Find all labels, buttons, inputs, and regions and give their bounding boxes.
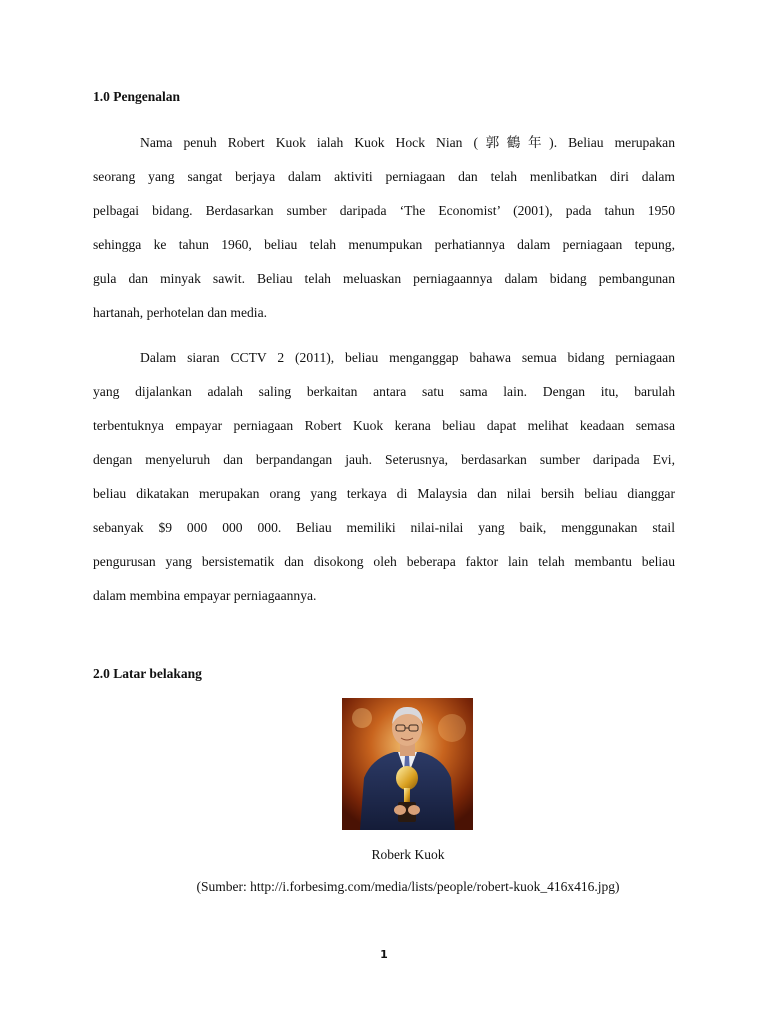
paragraph-line: terbentuknya empayar perniagaan Robert Kuok kerana beliau dapat melihat keadaan semasa [93,418,675,433]
section-heading-pengenalan: 1.0 Pengenalan [93,89,181,104]
paragraph-line: pelbagai bidang. Berdasarkan sumber daripada ‘The Economist’ (2001), pada tahun 1950 [93,203,675,218]
paragraph-line: beliau dikatakan merupakan orang yang terkaya di Malaysia dan nilai bersih beliau dianggar [93,486,675,501]
paragraph-line: dalam membina empayar perniagaannya. [93,588,317,603]
paragraph-introduction [93,126,675,330]
photo-caption: Roberk Kuok [371,847,445,862]
page-number: 1 [380,948,388,961]
paragraph-line: Dalam siaran CCTV 2 (2011), beliau menganggap bahawa semua bidang perniagaan [140,350,675,365]
paragraph-line: gula dan minyak sawit. Beliau telah meluaskan perniagaannya dalam bidang pembangunan [93,271,675,286]
section-heading-latar-belakang: 2.0 Latar belakang [93,666,202,681]
paragraph-line: seorang yang sangat berjaya dalam aktiviti perniagaan dan telah menlibatkan diri dalam [93,169,675,184]
paragraph-line: yang dijalankan adalah saling berkaitan antara satu sama lain. Dengan itu, barulah [93,384,675,399]
paragraph-line: pengurusan yang bersistematik dan disokong oleh beberapa faktor lain telah membantu beliau [93,554,675,569]
photo-source: (Sumber: http://i.forbesimg.com/media/lists/people/robert-kuok_416x416.jpg) [196,879,620,894]
portrait-illustration [342,698,473,830]
paragraph-line: sehingga ke tahun 1960, beliau telah menumpukan perhatiannya dalam perniagaan tepung, [93,237,675,252]
paragraph-line: sebanyak $9 000 000 000. Beliau memiliki nilai-nilai yang baik, menggunakan stail [93,520,675,535]
paragraph-line: Nama penuh Robert Kuok ialah Kuok Hock Nian (郭鶴年). Beliau merupakan [140,135,675,150]
paragraph-line: dengan menyeluruh dan berpandangan jauh. Seterusnya, berdasarkan sumber daripada Evi, [93,452,675,467]
paragraph-cctv [93,341,675,613]
portrait-photo [342,698,473,830]
paragraph-line: hartanah, perhotelan dan media. [93,305,267,320]
